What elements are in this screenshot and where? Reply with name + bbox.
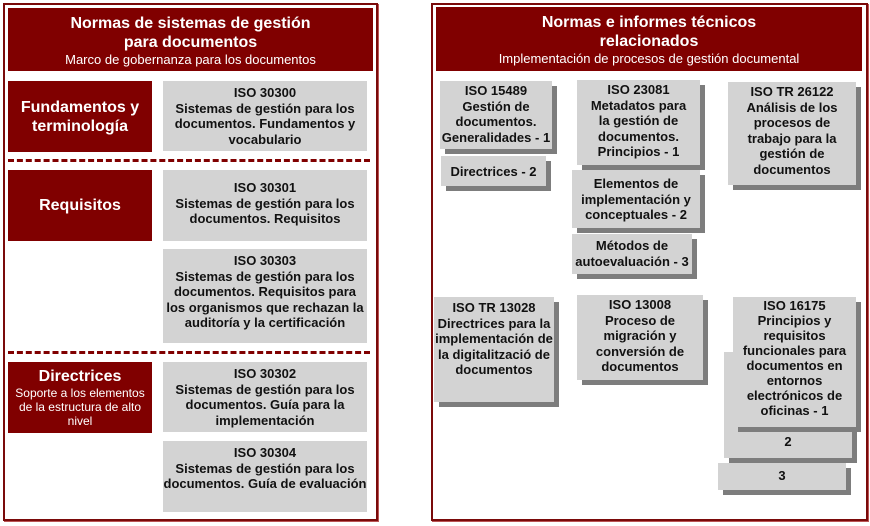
divider [8, 159, 370, 162]
standard-code: ISO 30303 [233, 253, 297, 268]
standard-code: ISO 30302 [233, 366, 297, 381]
standard-text: Análisis de los procesos de trabajo para la gestión de documentos [746, 99, 838, 177]
part-label: Métodos de autoevaluación - 3 [575, 238, 689, 269]
standard-code: ISO 16175 [763, 298, 826, 313]
standard-text: Gestión de documentos. Generalidades - 1 [441, 98, 551, 145]
standard-code: ISO 30301 [233, 180, 297, 195]
iso-23081 [577, 80, 700, 165]
iso-13008 [577, 295, 703, 380]
iso-23081-part2 [572, 170, 700, 228]
iso-16175-part3 [718, 463, 846, 490]
category-label: Fundamentos y terminología [20, 98, 140, 135]
standard-iso-30302 [163, 362, 367, 432]
iso-15489-part2 [441, 156, 546, 186]
category-sublabel: Soporte a los elementos de la estructura de alto nivel [15, 386, 145, 428]
category-label: Requisitos [39, 197, 121, 214]
divider [8, 351, 370, 354]
standard-text: Sistemas de gestión para los documentos. Requisitos [175, 195, 355, 226]
category-label: Directrices [38, 368, 122, 385]
standard-iso-30300 [163, 81, 367, 151]
standard-text: Sistemas de gestión para los documentos. Requisitos para los organismos que rechazan la auditoría y la certificación [166, 268, 364, 330]
standard-text: Principios y requisitos funcionales para documentos en entornos electrónicos de oficinas - 1 [742, 313, 847, 418]
iso-15489 [440, 81, 552, 149]
standard-code: ISO 30300 [233, 85, 297, 100]
standard-text: Sistemas de gestión para los documentos. Guía para la implementación [175, 381, 355, 428]
right-header [436, 7, 862, 71]
standard-code: ISO TR 26122 [750, 84, 834, 99]
standard-text: Sistemas de gestión para los documentos. Guía de evaluación [163, 460, 367, 491]
standard-text: Proceso de migración y conversión de documentos [595, 312, 685, 374]
right-title: Normas e informes técnicos relacionados [541, 14, 757, 50]
standard-code: ISO 23081 [607, 82, 670, 97]
part-label: Elementos de implementación y conceptuales - 2 [581, 176, 691, 222]
standard-code: ISO 13008 [608, 297, 672, 312]
part-label: 3 [778, 468, 786, 483]
left-header [8, 8, 373, 71]
iso-23081-part3 [572, 234, 692, 274]
category-fundamentos [8, 81, 152, 152]
standard-text: Sistemas de gestión para los documentos. Fundamentos y vocabulario [174, 100, 356, 147]
iso-tr-13028 [434, 297, 554, 402]
right-subtitle: Implementación de procesos de gestión documental [498, 51, 800, 66]
category-directrices [8, 362, 152, 433]
standard-code: ISO 15489 [464, 83, 528, 98]
iso-16175 [733, 297, 856, 427]
left-subtitle: Marco de gobernanza para los documentos [65, 52, 316, 67]
standard-iso-30303 [163, 249, 367, 343]
left-title: Normas de sistemas de gestión para documentos [70, 15, 311, 51]
standard-text: Directrices para la implementación de la digitalització de documentos [435, 315, 553, 377]
standard-iso-30301 [163, 170, 367, 241]
standard-text: Metadatos para la gestión de documentos. Principios - 1 [590, 97, 687, 159]
part-label: 2 [784, 434, 792, 449]
iso-tr-26122 [728, 82, 856, 185]
standard-iso-30304 [163, 441, 367, 512]
standard-code: ISO TR 13028 [452, 300, 536, 315]
standard-code: ISO 30304 [233, 445, 297, 460]
part-label: Directrices - 2 [450, 164, 537, 179]
category-requisitos [8, 170, 152, 241]
